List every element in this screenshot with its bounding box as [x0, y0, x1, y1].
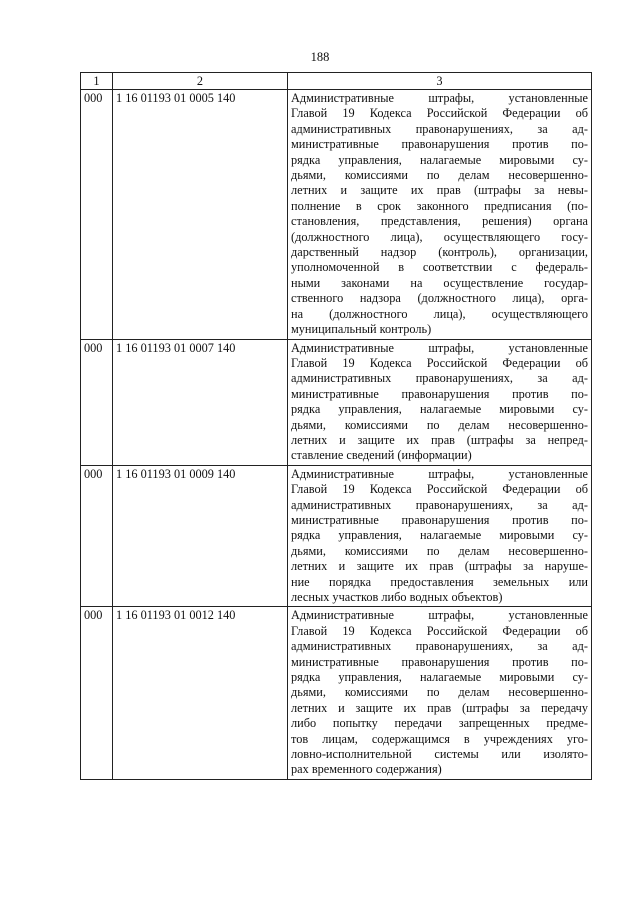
description-line: рядка управления, налагаемые мировыми су- [291, 670, 588, 685]
description-line: ставление сведений (информации) [291, 448, 472, 463]
table-row [81, 90, 592, 340]
description-line: дьями, комиссиями по делам несовершенно- [291, 168, 588, 183]
description-line: Административные штрафы, установленные [291, 340, 588, 355]
description-line: ными законами на осуществление государ- [291, 275, 588, 290]
header-cell-1: 1 [81, 73, 113, 90]
description-cell [288, 90, 592, 340]
description-line: министративные правонарушения против по- [291, 654, 588, 669]
table-row [81, 465, 592, 607]
description-line: дьями, комиссиями по делам несовершенно- [291, 543, 588, 558]
description-line: лесных участков либо водных объектов) [291, 590, 503, 604]
description-cell [288, 465, 592, 607]
table-header-row [81, 73, 592, 90]
description-line: ственного надзора (должностного лица), орга- [291, 291, 588, 306]
description-line: тов лицам, содержащимся в учреждениях уго- [291, 731, 588, 746]
table-row [81, 339, 592, 465]
budget-code-table [80, 72, 592, 780]
description-line: административных правонарушениях, за ад- [291, 121, 588, 136]
budget-classification-code-cell: 1 16 01193 01 0012 140 [113, 607, 288, 779]
description-line: Административные штрафы, установленные [291, 91, 588, 105]
description-line: дарственный надзор (контроль), организации, [291, 245, 588, 260]
description-line: министративные правонарушения против по- [291, 512, 588, 527]
description-line: рах временного содержания) [291, 762, 442, 777]
description-line: рядка управления, налагаемые мировыми су- [291, 528, 588, 543]
description-line: Главой 19 Кодекса Российской Федерации об [291, 623, 588, 638]
header-cell-2: 2 [113, 73, 288, 90]
admin-code-cell: 000 [81, 465, 113, 607]
description-line: административных правонарушениях, за ад- [291, 639, 588, 654]
description-line: Административные штрафы, установленные [291, 608, 588, 623]
description-line: уполномоченной в соответствии с федераль- [291, 260, 588, 275]
description-cell [288, 607, 592, 779]
description-line: либо попытку передачи запрещенных предме- [291, 716, 588, 731]
description-line: летних и защите их прав (штрафы за передачу [291, 700, 588, 715]
description-line: ние порядка предоставления земельных или [291, 574, 588, 589]
description-line: ловно-исполнительной системы или изолято- [291, 747, 588, 762]
description-line: дьями, комиссиями по делам несовершенно- [291, 417, 588, 432]
description-line: (должностного лица), осуществляющего госу- [291, 229, 588, 244]
table-row [81, 607, 592, 779]
header-cell-3: 3 [288, 73, 592, 90]
description-line: полнение в срок законного предписания (по- [291, 198, 588, 213]
description-line: Главой 19 Кодекса Российской Федерации об [291, 355, 588, 370]
description-line: на (должностного лица), осуществляющего [291, 306, 588, 321]
description-line: Главой 19 Кодекса Российской Федерации об [291, 482, 588, 497]
description-line: рядка управления, налагаемые мировыми су- [291, 152, 588, 167]
budget-classification-code-cell: 1 16 01193 01 0005 140 [113, 90, 288, 340]
description-line: административных правонарушениях, за ад- [291, 497, 588, 512]
description-line: муниципальный контроль) [291, 322, 432, 337]
description-line: министративные правонарушения против по- [291, 137, 588, 152]
description-cell [288, 339, 592, 465]
description-line: становления, представления, решения) органа [291, 214, 588, 229]
description-line: Административные штрафы, установленные [291, 466, 588, 481]
description-line: рядка управления, налагаемые мировыми су- [291, 402, 588, 417]
page-number: 188 [310, 50, 330, 64]
description-line: министративные правонарушения против по- [291, 386, 588, 401]
description-line: летних и защите их прав (штрафы за невы- [291, 183, 588, 198]
description-line: Главой 19 Кодекса Российской Федерации об [291, 106, 588, 121]
budget-classification-code-cell: 1 16 01193 01 0009 140 [113, 465, 288, 607]
budget-classification-code-cell: 1 16 01193 01 0007 140 [113, 339, 288, 465]
description-line: административных правонарушениях, за ад- [291, 371, 588, 386]
description-line: летних и защите их прав (штрафы за наруше- [291, 559, 588, 574]
admin-code-cell: 000 [81, 90, 113, 340]
description-line: дьями, комиссиями по делам несовершенно- [291, 685, 588, 700]
admin-code-cell: 000 [81, 339, 113, 465]
admin-code-cell: 000 [81, 607, 113, 779]
description-line: летних и защите их прав (штрафы за непред- [291, 432, 588, 447]
